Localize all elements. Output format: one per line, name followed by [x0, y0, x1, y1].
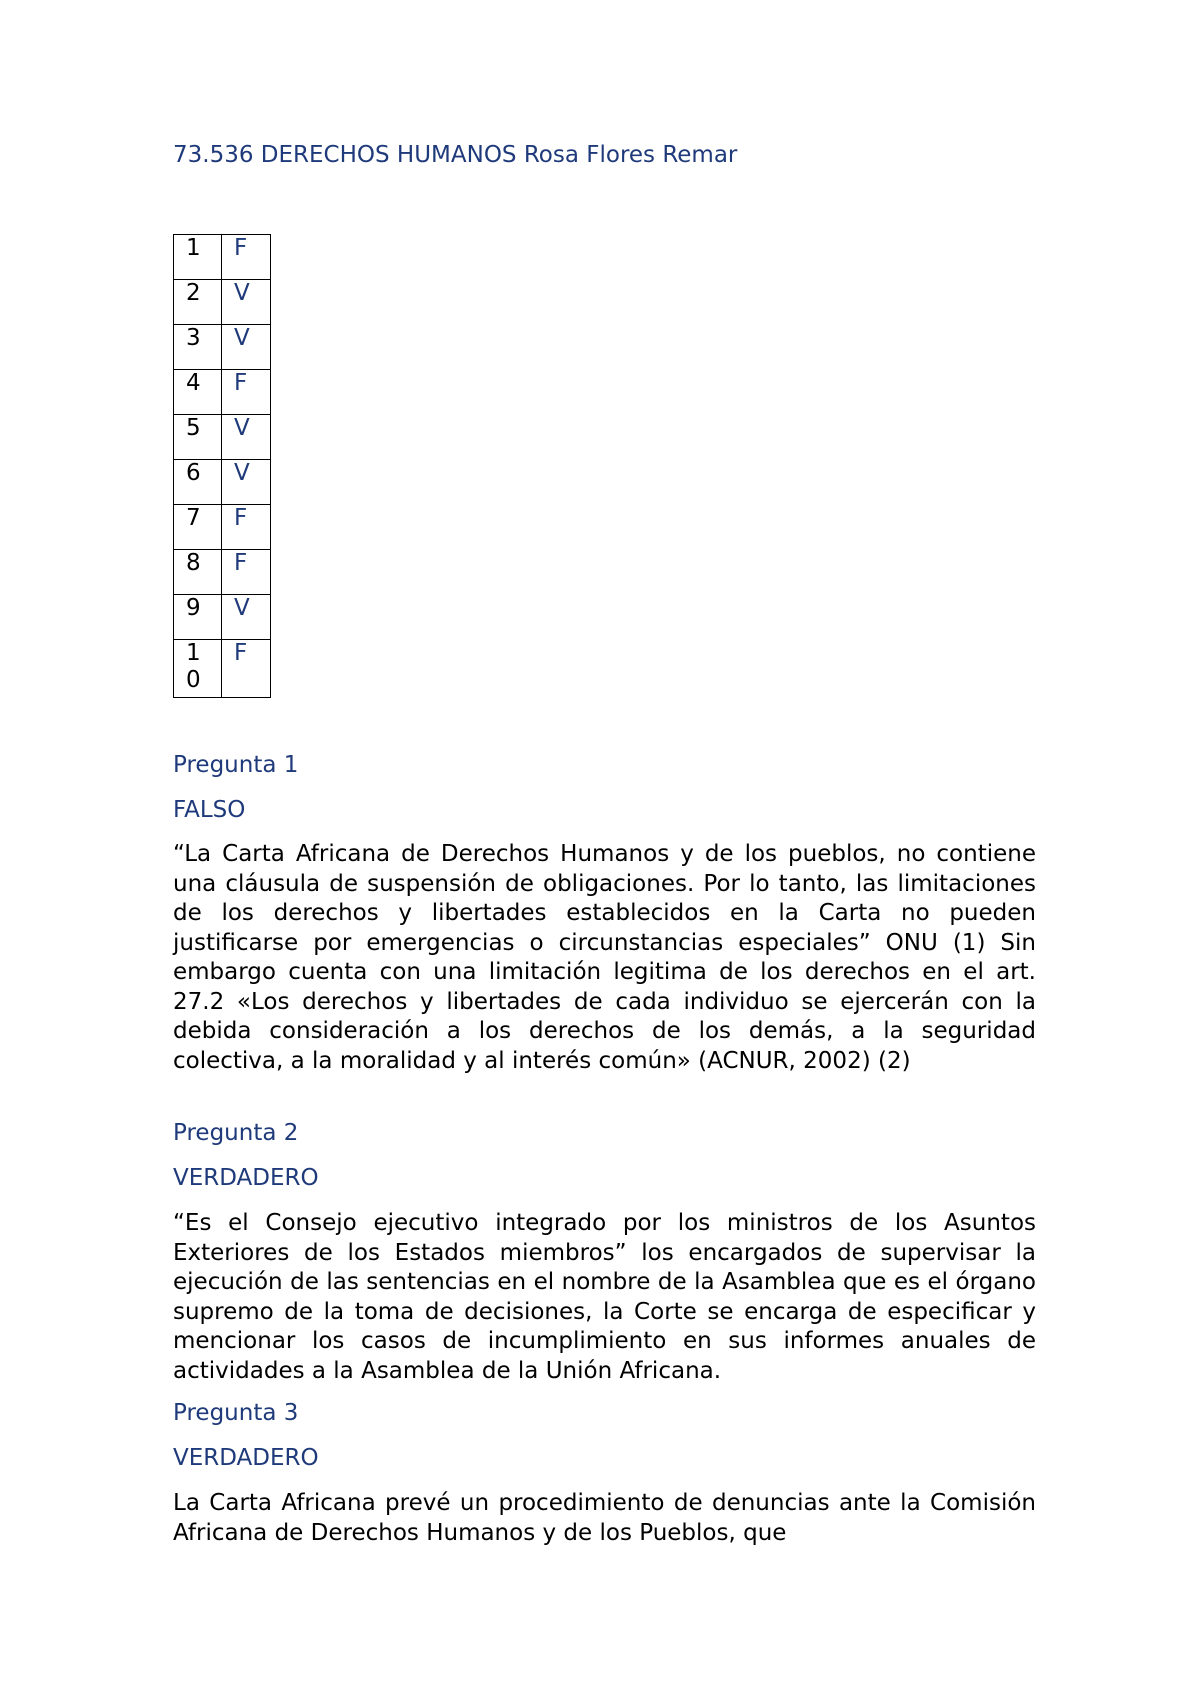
answer-number: 3	[174, 325, 222, 370]
answer-number: 2	[174, 280, 222, 325]
answer-value: V	[222, 325, 271, 370]
answer-value: V	[222, 595, 271, 640]
answer-number: 1	[174, 235, 222, 280]
question-body: La Carta Africana prevé un procedimiento de denuncias ante la Comisión Africana de Derechos Humanos y de los Pueblos, que	[173, 1490, 1036, 1546]
answer-number	[174, 640, 222, 698]
answer-number: 7	[174, 505, 222, 550]
answer-value: V	[222, 460, 271, 505]
table-row	[174, 415, 271, 460]
table-row	[174, 235, 271, 280]
question-heading: Pregunta 2	[173, 1120, 299, 1146]
question-body: “La Carta Africana de Derechos Humanos y de los pueblos, no contiene una cláusula de suspensión de obligaciones. Por lo tanto, las limitaciones de los derechos y libertades establecidos en la Carta no pueden justificarse por emergencias o circunstancias especiales” ONU (1) Sin embargo cuenta con una limitación legitima de los derechos en el art. 27.2 «Los derechos y libertades de cada individuo se ejercerán con la debida consideración a los derechos de los demás, a la seguridad colectiva, a la moralidad y al interés común» (ACNUR, 2002) (2)	[173, 841, 1036, 1074]
answer-value: F	[222, 235, 271, 280]
table-row	[174, 550, 271, 595]
table-row	[174, 370, 271, 415]
answer-value: F	[222, 505, 271, 550]
table-row	[174, 505, 271, 550]
table-row	[174, 460, 271, 505]
answer-table	[173, 234, 271, 698]
answer-value: F	[222, 640, 271, 698]
answer-value: F	[222, 550, 271, 595]
answer-number-line-2: 0	[186, 667, 201, 693]
table-row	[174, 280, 271, 325]
question-heading: Pregunta 1	[173, 752, 299, 778]
question-heading: Pregunta 3	[173, 1400, 299, 1426]
table-row	[174, 325, 271, 370]
answer-number-line-1: 1	[186, 640, 201, 666]
question-answer: VERDADERO	[173, 1445, 319, 1471]
answer-value: V	[222, 415, 271, 460]
table-row	[174, 640, 271, 698]
answer-value: F	[222, 370, 271, 415]
table-row	[174, 595, 271, 640]
answer-number: 8	[174, 550, 222, 595]
answer-number: 6	[174, 460, 222, 505]
answer-number: 4	[174, 370, 222, 415]
answer-value: V	[222, 280, 271, 325]
document-title: 73.536 DERECHOS HUMANOS Rosa Flores Remar	[173, 142, 738, 168]
question-answer: VERDADERO	[173, 1165, 319, 1191]
answer-number: 5	[174, 415, 222, 460]
answer-number: 9	[174, 595, 222, 640]
question-body: “Es el Consejo ejecutivo integrado por los ministros de los Asuntos Exteriores de los Estados miembros” los encargados de supervisar la ejecución de las sentencias en el nombre de la Asamblea que es el órgano supremo de la toma de decisiones, la Corte se encarga de especificar y mencionar los casos de incumplimiento en sus informes anuales de actividades a la Asamblea de la Unión Africana.	[173, 1210, 1036, 1384]
question-answer: FALSO	[173, 797, 246, 823]
